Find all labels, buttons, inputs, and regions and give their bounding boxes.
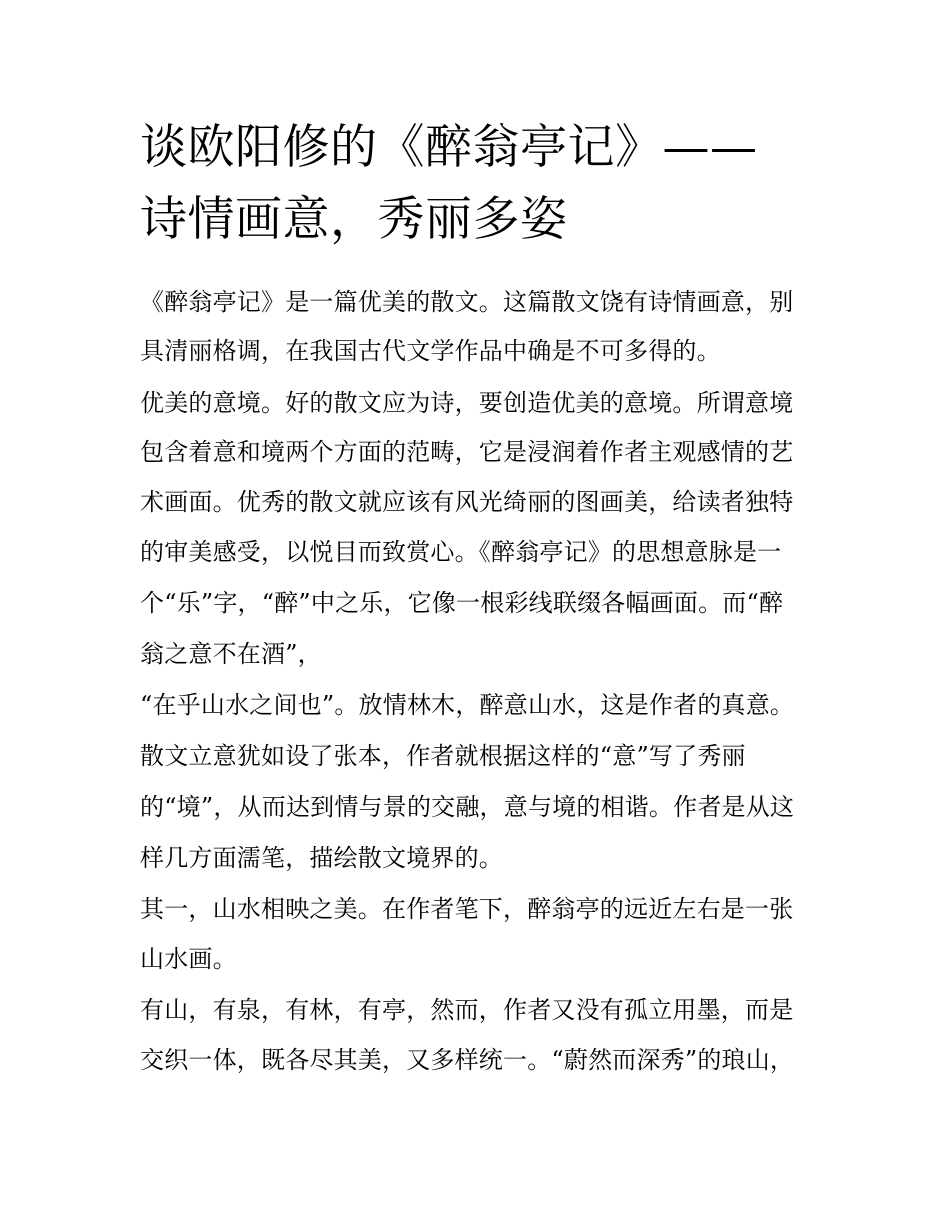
text-line: 的审美感受，以悦目而致赏心。《醉翁亭记》的思想意脉是一 <box>140 538 782 566</box>
text-line: 交织一体，既各尽其美，又多样统一。“蔚然而深秀”的琅山， <box>140 1046 795 1074</box>
text-line: 术画面。优秀的散文就应该有风光绮丽的图画美，给读者独特 <box>140 488 794 516</box>
text-line: “在乎山水之间也”。放情林木，醉意山水，这是作者的真意。 <box>140 691 795 719</box>
document-title <box>140 112 820 256</box>
text-line: 山水画。 <box>140 945 237 973</box>
text-line: 其一，山水相映之美。在作者笔下，醉翁亭的远近左右是一张 <box>140 895 794 923</box>
title-line-2: 诗情画意，秀丽多姿 <box>140 192 568 247</box>
text-line: 样几方面濡笔，描绘散文境界的。 <box>140 844 503 872</box>
text-line: 翁之意不在酒”， <box>140 640 322 668</box>
text-line: 个“乐”字，“醉”中之乐，它像一根彩线联缀各幅画面。而“醉 <box>140 589 784 617</box>
text-line: 优美的意境。好的散文应为诗，要创造优美的意境。所谓意境 <box>140 389 794 417</box>
text-line: 的“境”，从而达到情与景的交融，意与境的相谐。作者是从这 <box>140 793 795 821</box>
title-line-1: 谈欧阳修的《醉翁亭记》—— <box>140 120 758 175</box>
text-line: 散文立意犹如设了张本，作者就根据这样的“意”写了秀丽 <box>140 742 746 770</box>
text-line: 包含着意和境两个方面的范畴，它是浸润着作者主观感情的艺 <box>140 438 794 466</box>
text-line: 有山，有泉，有林，有亭，然而，作者又没有孤立用墨，而是 <box>140 996 794 1024</box>
text-line: 《醉翁亭记》是一篇优美的散文。这篇散文饶有诗情画意，别 <box>140 288 794 316</box>
text-line: 具清丽格调，在我国古代文学作品中确是不可多得的。 <box>140 337 721 365</box>
